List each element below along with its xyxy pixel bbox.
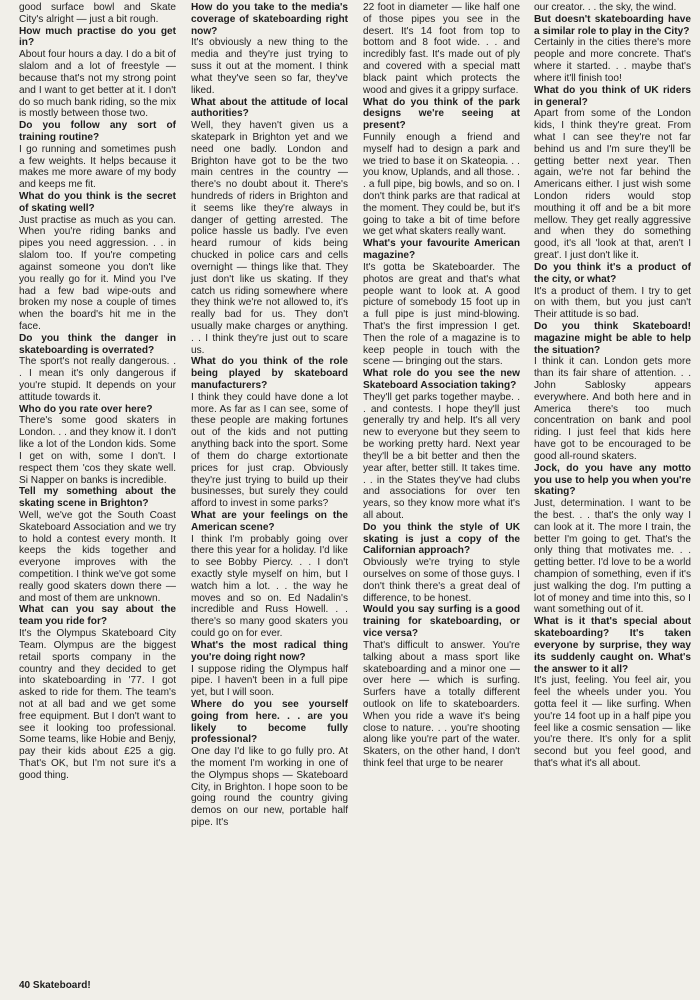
interview-question: Do you think the style of UK skating is just a copy of the Californian approach? [363, 521, 520, 557]
interview-answer: There's some good skaters in London. . . and they know it. I don't like a lot of the London kids. Some I get on with, some I don't. I respect them 'cos they skate well. Si Napper on banks is incredible. [19, 415, 176, 486]
text-column-3 [363, 2, 520, 770]
interview-answer: It's just, feeling. You feel air, you feel the wheels under you. You gotta feel it — like surfing. When you're 14 foot up in a half pipe you feel like a cosmic sensation — like you're there. It's only for a split second but you feel good, and that's what it's all about. [534, 675, 691, 769]
interview-answer: It's obviously a new thing to the media and they're just trying to suss it out at the moment. I think what they've seen so far, they've liked. [191, 37, 348, 96]
interview-answer: It's the Olympus Skateboard City Team. Olympus are the biggest retail sports company in the country and they decided to get into skateboarding in '77. I got asked to ride for them. The team's not at all bad and we get some free equipment. But I don't want to see it looking too professional. Some teams, like Hobie and Benjy, pay their kids about £25 a gig. That's OK, but I'm not sure it's a good thing. [19, 628, 176, 781]
interview-question: How much practise do you get in? [19, 25, 176, 49]
interview-answer: Well, we've got the South Coast Skateboard Association and we try to hold a contest every month. It keeps the kids together and everyone improves with the competition. I think we've got some really good skaters down there — and most of them are unknown. [19, 509, 176, 604]
interview-answer: I think I'm probably going over there this year for a holiday. I'd like to see Bobby Piercy. . . I don't exactly style myself on him, but I watch him a lot. . . the way he moves and so on. Ed Nadalin's incredible and Russ Howell. . . there's so many good skaters you could go on for ever. [191, 533, 348, 640]
interview-answer: Obviously we're trying to style ourselves on some of those guys. I don't think there's a great deal of difference, to be honest. [363, 557, 520, 604]
interview-question: But doesn't skateboarding have a similar role to play in the City? [534, 13, 691, 37]
text-column-1 [19, 2, 176, 782]
interview-question: Who do you rate over here? [19, 403, 153, 415]
interview-question: What about the attitude of local authorities? [191, 96, 348, 120]
interview-question: Do you think the danger in skateboarding is overrated? [19, 332, 176, 356]
interview-answer: our creator. . . the sky, the wind. [534, 2, 677, 13]
interview-answer: It's gotta be Skateboarder. The photos are great and that's what people want to look at. A good picture of somebody 15 foot up in a full pipe is just mind-blowing. That's the first impression I get. Then the role of a magazine is to keep people in touch with the scene — bringing out the stars. [363, 261, 520, 368]
interview-question: What's your favourite American magazine? [363, 238, 520, 262]
interview-question: Do you follow any sort of training routine? [19, 120, 176, 143]
interview-answer: Well, they haven't given us a skatepark in Brighton yet and we need one badly. London and Brighton have got to be the two main centres in the country — there's no doubt about it. There's hundreds of riders in Brighton and it seems like they're always in danger of getting arrested. The police hassle us badly. I've even heard rumour of kids being chucked in police cars and cells overnight — things like that. They just don't like us skating. If they catch us riding somewhere where they think we're not allowed to, it's really bad for us. They don't usually make charges or anything. . . I think they're just out to scare us. [191, 120, 348, 356]
interview-question: How do you take to the media's coverage of skateboarding right now? [191, 2, 348, 37]
interview-question: What do you think of the park designs we're seeing at present? [363, 96, 520, 132]
text-column-2 [191, 2, 348, 829]
interview-answer: Just practise as much as you can. When you're riding banks and pipes you need aggression. . . in slalom too. If you're competing against someone you don't like you really go for it. Mind you I've had a few bad wipe-outs and broken my nose a couple of times when the board's hit me in the face. [19, 214, 176, 332]
interview-question: What role do you see the new Skateboard Association taking? [363, 368, 520, 391]
interview-question: Do you think Skateboard! magazine might be able to help the situation? [534, 320, 691, 356]
interview-question: What do you think of the role being played by skateboard manufacturers? [191, 356, 348, 391]
interview-answer: 22 foot in diameter — like half one of those pipes you see in the desert. It's 14 foot from top to bottom and 8 foot wide. . . and incredibly fast. It's made out of ply and covered with a special matt black paint which protects the wood and gives it a grippy surface. [363, 2, 520, 96]
interview-question: Jock, do you have any motto you use to help you when you're skating? [534, 462, 691, 498]
magazine-name: Skateboard! [32, 980, 91, 991]
interview-question: What are your feelings on the American scene? [191, 509, 348, 533]
interview-answer: Apart from some of the London kids, I think they're great. From what I can see they're not far behind us and I'm sure they'll be getting better next year. Then again, we're not far behind the Americans either. I just wish some London riders would stop mouthing it off and be a bit more mellow. They get really aggressive and when they do something good, it's all 'look at that, aren't I great'. I just don't like it. [534, 108, 691, 262]
page-footer [19, 980, 91, 991]
interview-question: What is it that's special about skateboarding? It's taken everyone by surprise, they way its suddenly caught on. What's the answer to it all? [534, 616, 691, 675]
interview-answer: Just, determination. I want to be the best. . . that's the only way I can look at it. The more I train, the better I'm going to get. That's the only thing that motivates me. . . getting better. I'd love to be a world champion of something, even if it's just walking the dog. I'm putting a lot of money and time into this, so I want something out of it. [534, 498, 691, 616]
interview-question: Where do you see yourself going from here. . . are you likely to become fully professional? [191, 698, 348, 746]
interview-question: Would you say surfing is a good training for skateboarding, or vice versa? [363, 604, 520, 640]
interview-answer: Funnily enough a friend and myself had to design a park and we tried to base it on Skateopia. . . you know, Uplands, and all those. . . a full pipe, big bowls, and so on. I don't think parks are that radical at the moment. They could be, but it's going to take a bit of time before we get what skaters really want. [363, 131, 520, 238]
interview-answer: I go running and sometimes push a few weights. It helps because it makes me more aware of my body and keeps me fit. [19, 143, 176, 191]
interview-question: Tell my something about the skating scene in Brighton? [19, 486, 176, 510]
interview-answer: One day I'd like to go fully pro. At the moment I'm working in one of the Olympus shops — Skateboard City, in Brighton. I hope soon to be going round the country giving demos on our new, portable half pipe. It's [191, 746, 348, 829]
interview-answer: The sport's not really dangerous. . . I mean it's only dangerous if you're stupid. It depends on your attitude towards it. [19, 356, 176, 403]
interview-answer: About four hours a day. I do a bit of slalom and a lot of freestyle — because that's not my strong point and I want to get better at it. I don't do so much bank riding, so the mix is mostly between those two. [19, 49, 176, 120]
interview-answer: good surface bowl and Skate City's alright — just a bit rough. [19, 2, 176, 25]
interview-answer: They'll get parks together maybe. . . and contests. I hope they'll just generally try and help. It's all very new to everyone but they seem to be working pretty hard. Next year they'll be a bit better and then the year after, better still. It takes time. . . in the States they've had clubs and associations for over ten years, so they know more what it's all about. [363, 391, 520, 521]
interview-answer: I think it can. London gets more than its fair share of attention. . . John Sablosky appears everywhere. And both here and in America there's too much concentration on bank and pool riding. I just feel that kids here have got to be encouraged to be good all-round skaters. [534, 356, 691, 462]
interview-question: What can you say about the team you ride for? [19, 604, 176, 628]
interview-question: What do you think is the secret of skating well? [19, 191, 176, 214]
text-column-4 [534, 2, 691, 770]
interview-answer: I suppose riding the Olympus half pipe. I haven't been in a full pipe yet, but I will soon. [191, 663, 348, 699]
interview-answer: I think they could have done a lot more. As far as I can see, some of these people are making fortunes out of the kids and not putting anything back into the sport. Some of them do charge extortionate prices for just crap. Obviously they're just trying to build up their businesses, but surely they could afford to invest in some parks? [191, 391, 348, 510]
interview-answer: Certainly in the cities there's more people and more concrete. That's where it started. . . maybe that's where it'll finish too! [534, 37, 691, 84]
interview-question: What do you think of UK riders in general? [534, 84, 691, 108]
interview-question: Do you think it's a product of the city, or what? [534, 261, 691, 285]
interview-answer: It's a product of them. I try to get on with them, but you just can't Their attitude is so bad. [534, 285, 691, 321]
interview-question: What's the most radical thing you're doing right now? [191, 639, 348, 663]
interview-answer: That's difficult to answer. You're talking about a mass sport like skateboarding and a minor one — over here — which is surfing. Surfers have a totally different outlook on life to skateboarders. When you ride a wave it's being close to nature. . . you're shooting along like you're part of the water. Skaters, on the other hand, I don't think feel that urge to be nearer [363, 639, 520, 769]
page-number: 40 [19, 980, 31, 991]
